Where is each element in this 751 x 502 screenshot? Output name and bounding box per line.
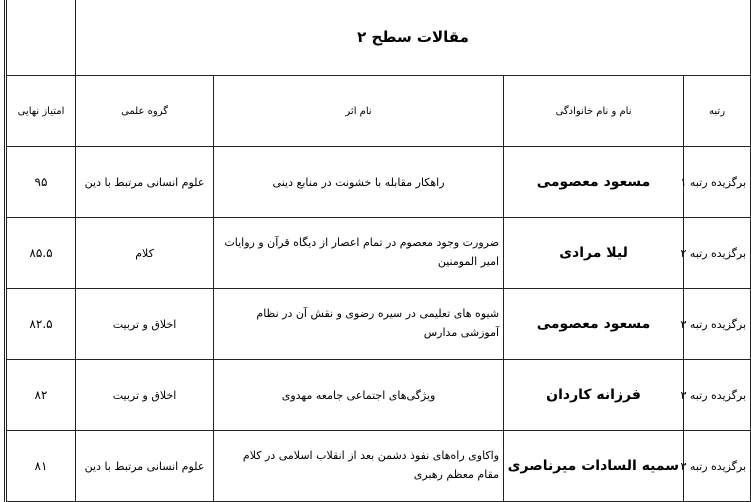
author-cell: سمیه السادات میرناصری <box>504 431 684 502</box>
rank-cell: برگزیده رتبه ۲ <box>684 218 751 289</box>
work-text: شیوه های تعلیمی در سیره رضوی و نقش آن در نظام آموزشی مدارس <box>256 307 500 339</box>
score-cell: ۸۲ <box>6 360 76 431</box>
score-cell: ۸۵.۵ <box>6 218 76 289</box>
table-row <box>6 360 751 431</box>
author-cell: فرزانه کاردان <box>504 360 684 431</box>
score-cell: ۹۵ <box>6 147 76 218</box>
rank-cell: برگزیده رتبه ۳ <box>684 431 751 502</box>
header-score: امتیاز نهایی <box>6 76 76 147</box>
work-cell <box>214 218 504 289</box>
group-cell: اخلاق و تربیت <box>76 289 214 360</box>
header-group: گروه علمی <box>76 76 214 147</box>
author-cell: مسعود معصومی <box>504 147 684 218</box>
rank-cell: برگزیده رتبه ۳ <box>684 360 751 431</box>
header-row <box>6 76 751 147</box>
score-cell: ۸۲.۵ <box>6 289 76 360</box>
group-cell: کلام <box>76 218 214 289</box>
group-cell: اخلاق و تربیت <box>76 360 214 431</box>
work-cell: راهکار مقابله با خشونت در منابع دینی <box>214 147 504 218</box>
group-cell: علوم انسانی مرتبط با دین <box>76 147 214 218</box>
header-work: نام اثر <box>214 76 504 147</box>
table-row <box>6 431 751 502</box>
author-cell: لیلا مرادی <box>504 218 684 289</box>
rank-cell: برگزیده رتبه ۳ <box>684 289 751 360</box>
table-row <box>6 147 751 218</box>
header-author: نام و نام خانوادگی <box>504 76 684 147</box>
work-cell: ویژگی‌های اجتماعی جامعه مهدوی <box>214 360 504 431</box>
work-text: واکاوی راه‌های نفوذ دشمن بعد از انقلاب اسلامی در کلام مقام معظم رهبری <box>242 449 500 481</box>
header-rank: رتبه <box>684 76 751 147</box>
author-cell: مسعود معصومی <box>504 289 684 360</box>
table-title: مقالات سطح ۲ <box>76 0 751 76</box>
rank-cell: برگزیده رتبه ۱ <box>684 147 751 218</box>
blank-corner-cell <box>6 0 76 76</box>
title-row <box>6 0 751 76</box>
table-row <box>6 289 751 360</box>
work-cell <box>214 289 504 360</box>
score-cell: ۸۱ <box>6 431 76 502</box>
work-cell <box>214 431 504 502</box>
group-cell: علوم انسانی مرتبط با دین <box>76 431 214 502</box>
work-text: ضرورت وجود معصوم در تمام اعصار از دیگاه قرآن و روایات امیر المومنین <box>224 236 500 268</box>
results-table <box>4 0 751 502</box>
table-row <box>6 218 751 289</box>
